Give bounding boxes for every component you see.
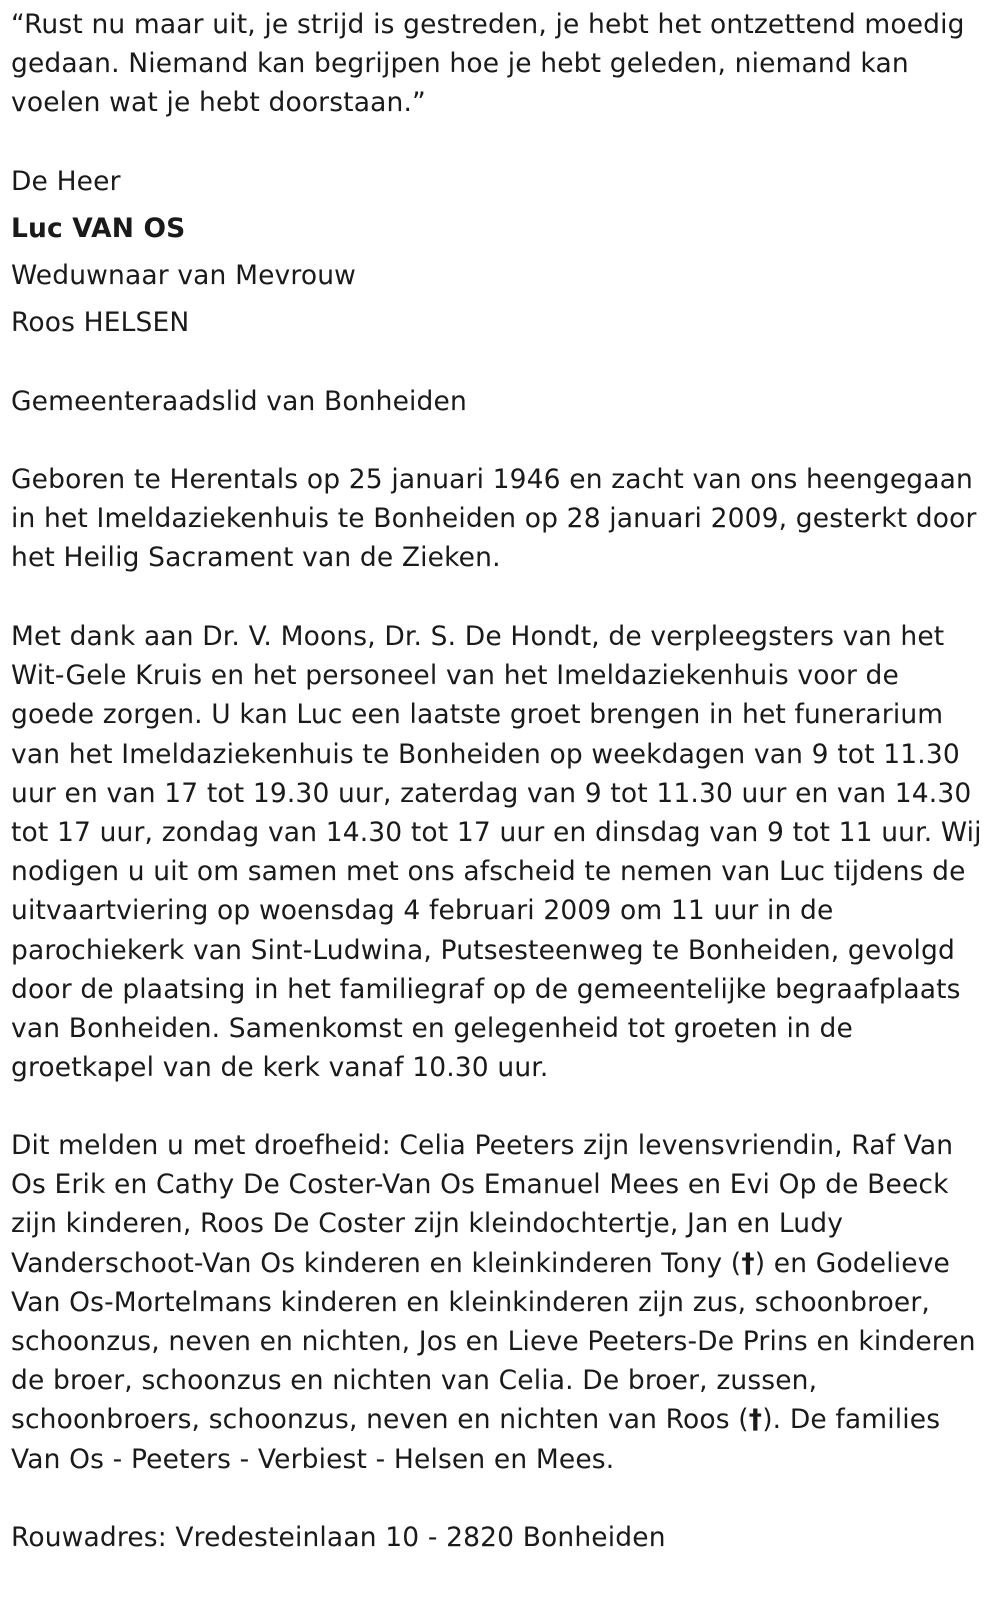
- opening-quote: “Rust nu maar uit, je strijd is gestreden, je hebt het ontzettend moedig gedaan. Niemand kan begrijpen hoe je hebt geleden, niemand kan voelen wat je hebt doorstaan.”: [11, 9, 965, 119]
- family-text-part2: ) en Godelieve Van Os-Mortelmans kinderen en kleinkinderen zijn zus, schoonbroer, schoonzus, neven en nichten, Jos en Lieve Peeters-De Prins en kinderen de broer, schoonzus en nichten van Celia. De broer, zussen, schoonbroers, schoonzus, neven en nichten van Roos (: [11, 1247, 976, 1436]
- honorific: De Heer: [11, 166, 121, 197]
- thanks-funeral-paragraph: Met dank aan Dr. V. Moons, Dr. S. De Hondt, de verpleegsters van het Wit-Gele Kruis en het personeel van het Imeldaziekenhuis voor de goede zorgen. U kan Luc een laatste groet brengen in het funerarium van het Imeldaziekenhuis te Bonheiden op weekdagen van 9 tot 11.30 uur en van 17 tot 19.30 uur, zaterdag van 9 tot 11.30 uur en van 14.30 tot 17 uur, zondag van 14.30 tot 17 uur en dinsdag van 9 tot 11 uur. Wij nodigen u uit om samen met ons afscheid te nemen van Luc tijdens de uitvaartviering op woensdag 4 februari 2009 om 11 uur in de parochiekerk van Sint-Ludwina, Putsesteenweg te Bonheiden, gevolgd door de plaatsing in het familiegraf op de gemeentelijke begraafplaats van Bonheiden. Samenkomst en gelegenheid tot groeten in de groetkapel van de kerk vanaf 10.30 uur.: [11, 621, 982, 1084]
- role-line: Gemeenteraadslid van Bonheiden: [11, 386, 467, 417]
- birth-death-paragraph: Geboren te Herentals op 25 januari 1946 en zacht van ons heengegaan in het Imeldaziekenhuis te Bonheiden op 28 januari 2009, gesterkt door het Heilig Sacrament van de Zieken.: [11, 464, 977, 574]
- family-text-part3: ). De families Van Os - Peeters - Verbiest - Helsen en Mees.: [11, 1404, 941, 1475]
- cross-icon: †: [741, 1247, 755, 1279]
- family-paragraph: [11, 1126, 986, 1479]
- cross-icon: †: [748, 1404, 763, 1436]
- family-text-part1: Dit melden u met droefheid: Celia Peeters zijn levensvriendin, Raf Van Os Erik en Cathy De Coster-Van Os Emanuel Mees en Evi Op de Beeck zijn kinderen, Roos De Coster zijn kleindochtertje, Jan en Ludy Vanderschoot-Van Os kinderen en kleinkinderen Tony (: [11, 1130, 954, 1279]
- widower-line: Weduwnaar van Mevrouw: [11, 260, 356, 291]
- spouse-name: Roos HELSEN: [11, 307, 190, 338]
- mourning-address: Rouwadres: Vredesteinlaan 10 - 2820 Bonheiden: [11, 1522, 666, 1553]
- deceased-name: Luc VAN OS: [11, 213, 186, 244]
